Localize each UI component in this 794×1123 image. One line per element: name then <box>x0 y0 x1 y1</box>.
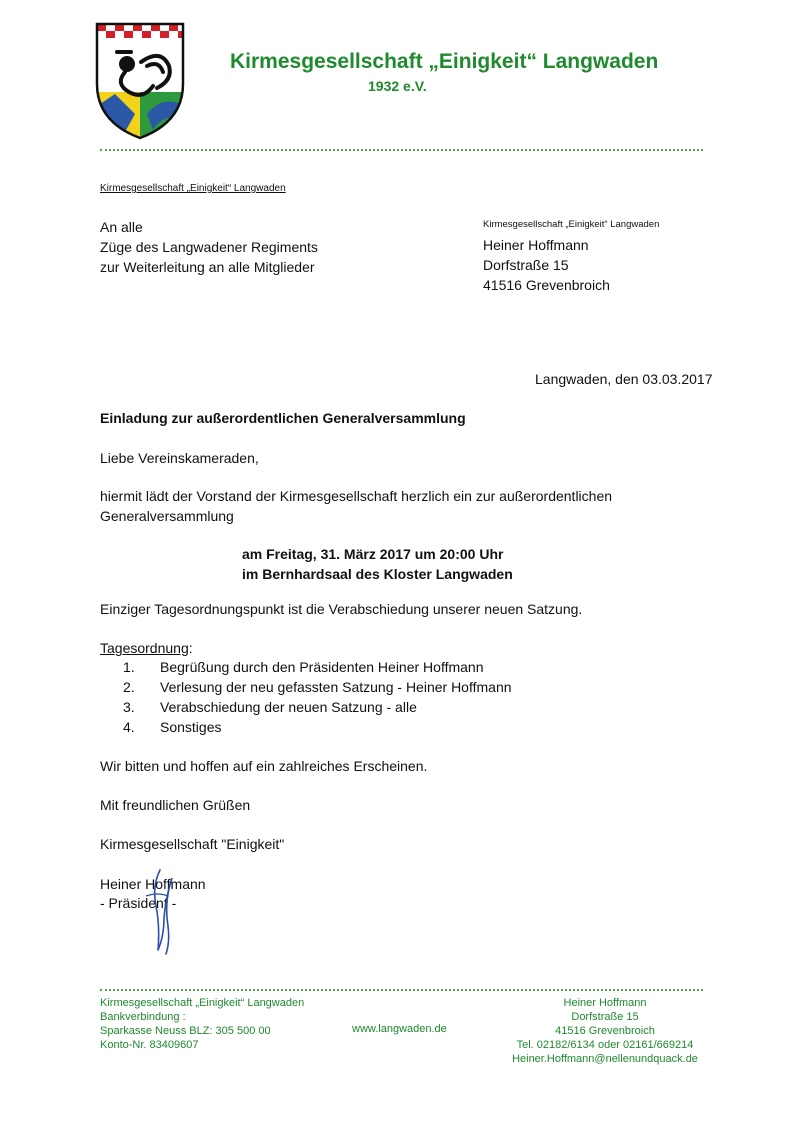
crest-icon <box>95 22 185 140</box>
header-divider <box>100 149 703 151</box>
footer-org: Kirmesgesellschaft „Einigkeit“ Langwaden <box>100 997 305 1009</box>
agenda-heading-text: Tagesordnung <box>100 640 189 656</box>
sender-name: Heiner Hoffmann <box>483 237 589 253</box>
date-line: Langwaden, den 03.03.2017 <box>535 371 713 387</box>
intro-line: Generalversammlung <box>100 508 234 524</box>
sender-address-block <box>483 217 659 295</box>
footer-contact-phone: Tel. 02182/6134 oder 02161/669214 <box>516 1039 694 1051</box>
footer-bank-blz: Sparkasse Neuss BLZ: 305 500 00 <box>100 1025 271 1037</box>
sender-org: Kirmesgesellschaft „Einigkeit“ Langwaden <box>483 219 660 230</box>
salutation: Liebe Vereinskameraden, <box>100 450 259 466</box>
agenda-item <box>100 657 512 677</box>
recipient-line: Züge des Langwadener Regiments <box>100 239 318 255</box>
agenda-item-number: 4. <box>123 719 135 735</box>
closing-regards: Mit freundlichen Grüßen <box>100 797 251 813</box>
footer-contact-name: Heiner Hoffmann <box>563 997 647 1009</box>
event-details <box>242 544 513 584</box>
footer-bank-info <box>100 996 304 1052</box>
footer-account-number: Konto-Nr. 83409607 <box>100 1039 199 1051</box>
sender-city: 41516 Grevenbroich <box>483 277 610 293</box>
agenda-item-text: Verlesung der neu gefassten Satzung - Heiner Hoffmann <box>160 679 512 695</box>
recipient-line: zur Weiterleitung an alle Mitglieder <box>100 259 315 275</box>
event-date-time: am Freitag, 31. März 2017 um 20:00 Uhr <box>242 546 504 562</box>
footer-divider <box>100 989 703 991</box>
footer-contact-email: Heiner.Hoffmann@nellenundquack.de <box>512 1053 698 1065</box>
signatory-role: - Präsident - <box>100 895 177 911</box>
agenda-item-text: Begrüßung durch den Präsidenten Heiner Hoffmann <box>160 659 484 675</box>
agenda-item <box>100 677 512 697</box>
single-agenda-item-note: Einziger Tagesordnungspunkt ist die Verabschiedung unserer neuen Satzung. <box>100 601 583 617</box>
footer-bank-label: Bankverbindung : <box>100 1011 186 1023</box>
intro-paragraph <box>100 486 612 526</box>
agenda-item-number: 2. <box>123 679 135 695</box>
return-address-line: Kirmesgesellschaft „Einigkeit“ Langwaden <box>100 183 286 194</box>
footer-website: www.langwaden.de <box>352 1023 447 1035</box>
footer-contact-street: Dorfstraße 15 <box>571 1011 639 1023</box>
agenda-item-text: Sonstiges <box>160 719 222 735</box>
intro-line: hiermit lädt der Vorstand der Kirmesgesellschaft herzlich ein zur außerordentlichen <box>100 488 613 504</box>
handwritten-signature <box>138 866 188 956</box>
signatory-name: Heiner Hoffmann <box>100 876 206 892</box>
agenda-item <box>100 697 512 717</box>
footer-contact-city: 41516 Grevenbroich <box>555 1025 655 1037</box>
agenda-heading-colon: : <box>188 640 193 656</box>
footer-contact <box>505 996 705 1066</box>
agenda-list <box>100 657 512 737</box>
sender-street: Dorfstraße 15 <box>483 257 569 273</box>
letter-subject: Einladung zur außerordentlichen Generalversammlung <box>100 410 466 426</box>
agenda-item <box>100 717 512 737</box>
agenda-heading <box>100 638 193 658</box>
agenda-item-text: Verabschiedung der neuen Satzung - alle <box>160 699 417 715</box>
org-year: 1932 e.V. <box>368 78 427 94</box>
recipient-line: An alle <box>100 219 143 235</box>
agenda-item-number: 1. <box>123 659 135 675</box>
closing-organization: Kirmesgesellschaft "Einigkeit" <box>100 836 285 852</box>
closing-request: Wir bitten und hoffen auf ein zahlreiches Erscheinen. <box>100 758 428 774</box>
agenda-item-number: 3. <box>123 699 135 715</box>
event-location: im Bernhardsaal des Kloster Langwaden <box>242 566 513 582</box>
recipient-block <box>100 217 318 277</box>
org-title: Kirmesgesellschaft „Einigkeit“ Langwaden <box>230 50 659 73</box>
